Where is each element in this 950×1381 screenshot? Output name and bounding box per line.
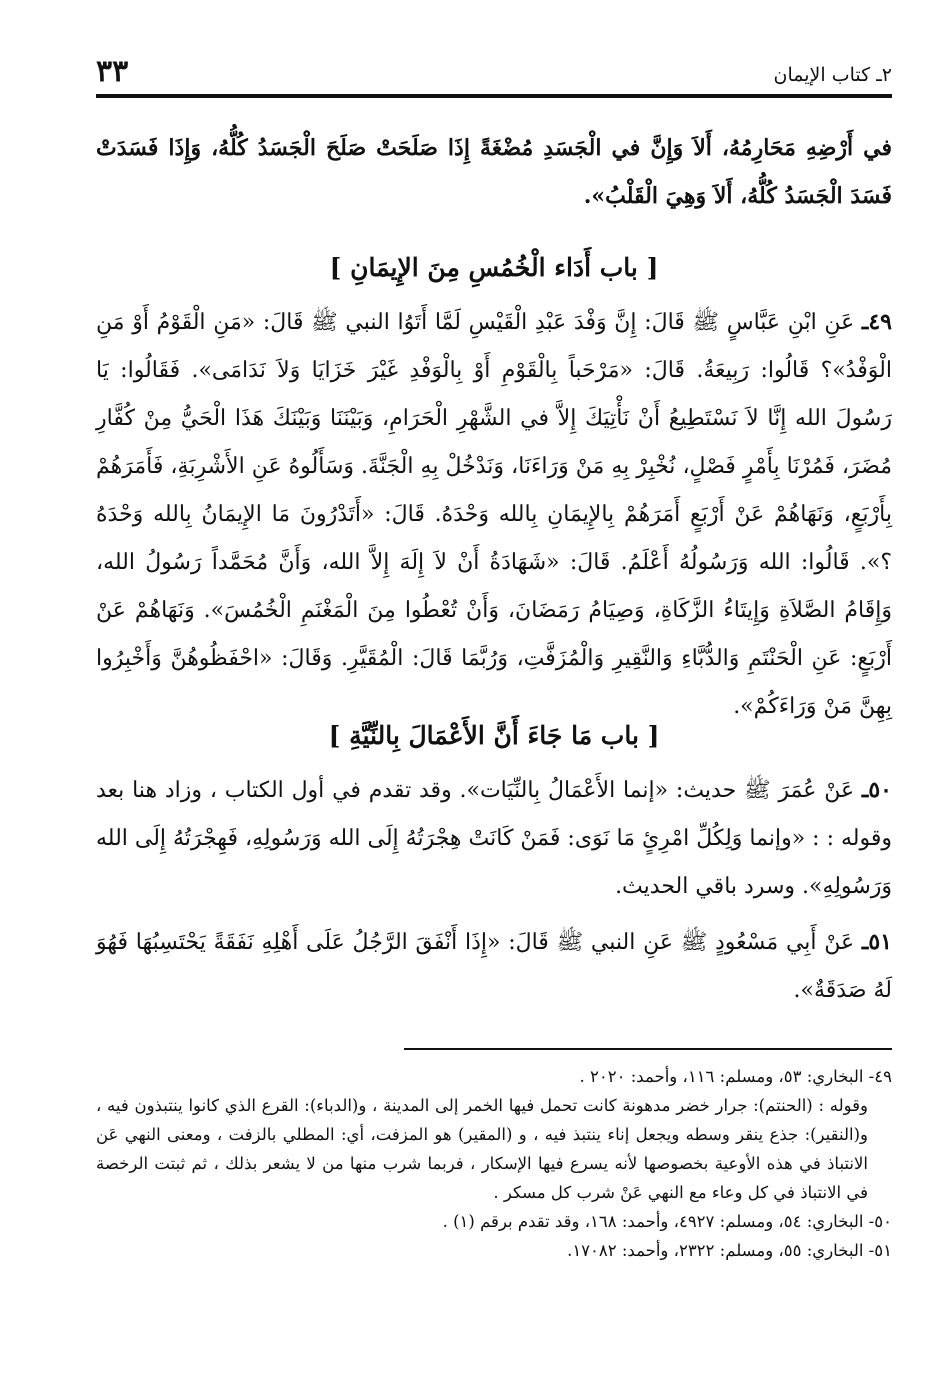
hadith-49: [96, 298, 892, 731]
footnote-divider: [404, 1048, 892, 1050]
hadith-51-number: ٥١ـ: [861, 929, 892, 955]
chapter-title: ٢ـ كتاب الإيمان: [773, 64, 892, 86]
hadith-49-number: ٤٩ـ: [861, 309, 892, 335]
continuation-block: [96, 124, 892, 220]
hadith-49-block: [96, 298, 892, 731]
footnotes: [96, 1062, 892, 1265]
page-header: [96, 54, 892, 98]
footnote-50: ٥٠- البخاري: ٥٤، ومسلم: ٤٩٢٧، وأحمد: ١٦٨، وقد تقدم برقم (١) .: [442, 1212, 892, 1231]
hadith-51: [96, 918, 892, 1015]
heading-block-1: [96, 238, 892, 298]
hadith-50-block: [96, 766, 892, 911]
hadith-51-text: عَنْ أَبِي مَسْعُودٍ ﷺ عَنِ النبي ﷺ قَالَ: «إِذَا أَنْفَقَ الرَّجُلُ عَلَى أَهْلِهِ نَفَقَةً يَحْتَسِبُهَا فَهُوَ لَهُ صَدَقَةٌ».: [96, 930, 892, 1003]
hadith-50-number: ٥٠ـ: [861, 777, 892, 803]
page-number: ٣٣: [96, 54, 129, 89]
footnote-49-gloss: وقوله : (الحنتم): جرار خضر مدهونة كانت تحمل فيها الخمر إلى المدينة ، و(الدباء): القرع الذي كانوا ينتبذون فيه ، و(النقير): جذع ينقر وسطه ويجعل إناء ينتبذ فيه ، و (المقير) هو المزفت، أي: المطلي بالزفت ، ومعنى النهي عَن الانتباذ في هذه الأوعية بخصوصها لأنه يسرع فيها الإسكار ، فربما شرب منها من لا يشعر بذلك ، ثم ثبتت الرخصة في الانتباذ في كل وعاء مع النهي عَنْ شرب كل مسكر .: [96, 1096, 868, 1202]
section-heading-khumus: [ باب أَدَاء الْخُمُسِ مِنَ الإِيمَانِ ]: [329, 253, 659, 282]
section-heading-niyya: [ باب مَا جَاءَ أَنَّ الأَعْمَالَ بِالنِّيَّةِ ]: [328, 721, 660, 750]
hadith-49-text: عَنِ ابْنِ عَبَّاسٍ ﷺ قَالَ: إِنَّ وَفْدَ عَبْدِ الْقَيْسِ لَمَّا أَتَوُا النبي ﷺ قَالَ: «مَنِ الْقَوْمُ أَوْ مَنِ الْوَفْدُ»؟ قَالُوا: رَبِيعَةُ. قَالَ: «مَرْحَباً بِالْقَوْمِ أَوْ بِالْوَفْدِ غَيْرَ خَزَايَا وَلاَ نَدَامَى». فَقَالُوا: يَا رَسُولَ الله إِنَّا لاَ نَسْتَطِيعُ أَنْ نَأْتِيَكَ إِلاَّ في الشَّهْرِ الْحَرَامِ، وَبَيْنَنَا وَبَيْنَكَ هَذَا الْحَيُّ مِنْ كُفَّارِ مُضَرَ، فَمُرْنَا بِأَمْرٍ فَصْلٍ، نُخْبِرْ بِهِ مَنْ وَرَاءَنَا، وَنَدْخُلْ بِهِ الْجَنَّةَ. وَسَأَلُوهُ عَنِ الأَشْرِبَةِ، فَأَمَرَهُمْ بِأَرْبَعٍ، وَنَهَاهُمْ عَنْ أَرْبَعٍ أَمَرَهُمْ بِالإِيمَانِ بِالله وَحْدَهُ. قَالَ: «أَتَدْرُونَ مَا الإِيمَانُ بِالله وَحْدَهُ ؟». قَالُوا: الله وَرَسُولُهُ أَعْلَمُ. قَالَ: «شَهَادَةُ أَنْ لاَ إِلَهَ إِلاَّ الله، وَأَنَّ مُحَمَّداً رَسُولُ الله، وَإِقَامُ الصَّلاَةِ وَإِيتَاءُ الزَّكَاةِ، وَصِيَامُ رَمَضَانَ، وَأَنْ تُعْطُوا مِنَ الْمَغْنَمِ الْخُمُسَ». وَنَهَاهُمْ عَنْ أَرْبَعٍ: عَنِ الْحَنْتَمِ وَالدُّبَّاءِ وَالنَّقِيرِ وَالْمُزَفَّتِ، وَرُبَّمَا قَالَ: الْمُقَيَّرِ. وَقَالَ: «احْفَظُوهُنَّ وَأَخْبِرُوا بِهِنَّ مَنْ وَرَاءَكُمْ».: [96, 310, 892, 719]
footnote-49: ٤٩- البخاري: ٥٣، ومسلم: ١١٦، وأحمد: ٢٠٢٠ .: [579, 1067, 892, 1086]
continuation-text: في أَرْضِهِ مَحَارِمُهُ، أَلاَ وَإِنَّ في الْجَسَدِ مُضْغَةً إِذَا صَلَحَتْ صَلَحَ الْجَسَدُ كُلُّهُ، وَإِذَا فَسَدَتْ فَسَدَ الْجَسَدُ كُلُّهُ، أَلاَ وَهِيَ الْقَلْبُ».: [96, 135, 892, 209]
hadith-51-block: [96, 918, 892, 1015]
hadith-50: [96, 766, 892, 911]
hadith-50-text: عَنْ عُمَرَ ﷺ حديث: «إنما الأَعْمَالُ بِالنِّيَات». وقد تقدم في أول الكتاب ، وزاد هنا بعد وقوله : : «وإنما وَلِكُلِّ امْرِئٍ مَا نَوَى: فَمَنْ كَانَتْ هِجْرَتُهُ إِلَى الله وَرَسُولِهِ، فَهِجْرَتُهُ إِلَى الله وَرَسُولِهِ». وسرد باقي الحديث.: [96, 778, 892, 899]
heading-block-2: [96, 706, 892, 766]
footnote-51: ٥١- البخاري: ٥٥، ومسلم: ٢٣٢٢، وأحمد: ١٧٠٨٢.: [567, 1241, 892, 1260]
